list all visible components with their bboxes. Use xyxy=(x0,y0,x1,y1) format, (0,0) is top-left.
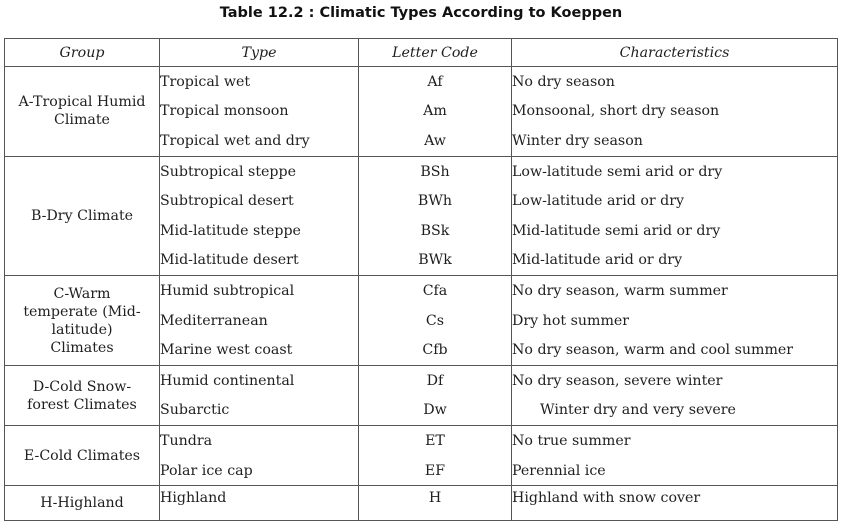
group-cell: B-Dry Climate xyxy=(5,156,160,275)
table-title: Table 12.2 : Climatic Types According to Koeppen xyxy=(219,5,623,21)
type-cell: Polar ice cap xyxy=(160,456,359,486)
type-cell: Mid-latitude desert xyxy=(160,246,359,276)
group-cell: H-Highland xyxy=(5,486,160,521)
characteristics-cell: No dry season, warm summer xyxy=(512,276,838,306)
type-cell: Highland xyxy=(160,486,359,521)
characteristics-cell: No dry season, warm and cool summer xyxy=(512,335,838,365)
group-cell: D-Cold Snow-forest Climates xyxy=(5,365,160,425)
type-cell: Tropical wet xyxy=(160,67,359,97)
characteristics-cell: Mid-latitude semi arid or dry xyxy=(512,216,838,246)
code-cell: BWk xyxy=(359,246,512,276)
type-cell: Humid continental xyxy=(160,365,359,395)
type-cell: Tropical monsoon xyxy=(160,97,359,127)
header-characteristics: Characteristics xyxy=(512,39,838,67)
code-cell: Dw xyxy=(359,396,512,426)
code-cell: Af xyxy=(359,67,512,97)
table-row xyxy=(5,365,838,395)
header-letter-code: Letter Code xyxy=(359,39,512,67)
climate-table xyxy=(4,38,838,521)
code-cell: BWh xyxy=(359,186,512,216)
code-cell: EF xyxy=(359,456,512,486)
code-cell: Df xyxy=(359,365,512,395)
characteristics-cell: Dry hot summer xyxy=(512,306,838,336)
code-cell: BSk xyxy=(359,216,512,246)
table-row xyxy=(5,156,838,186)
table-row xyxy=(5,486,838,521)
group-cell: C-Warm temperate (Mid-latitude) Climates xyxy=(5,276,160,366)
characteristics-cell: Mid-latitude arid or dry xyxy=(512,246,838,276)
header-row xyxy=(5,39,838,67)
type-cell: Tundra xyxy=(160,426,359,456)
characteristics-cell: Winter dry and very severe xyxy=(512,396,838,426)
characteristics-cell: No true summer xyxy=(512,426,838,456)
code-cell: Aw xyxy=(359,126,512,156)
header-group: Group xyxy=(5,39,160,67)
group-cell: E-Cold Climates xyxy=(5,426,160,486)
table-row xyxy=(5,276,838,306)
type-cell: Mid-latitude steppe xyxy=(160,216,359,246)
characteristics-cell: Highland with snow cover xyxy=(512,486,838,521)
table-row xyxy=(5,67,838,97)
code-cell: BSh xyxy=(359,156,512,186)
code-cell: Cfb xyxy=(359,335,512,365)
type-cell: Mediterranean xyxy=(160,306,359,336)
characteristics-cell: Perennial ice xyxy=(512,456,838,486)
characteristics-cell: Low-latitude arid or dry xyxy=(512,186,838,216)
type-cell: Subarctic xyxy=(160,396,359,426)
code-cell: H xyxy=(359,486,512,521)
characteristics-cell: Monsoonal, short dry season xyxy=(512,97,838,127)
characteristics-cell: No dry season xyxy=(512,67,838,97)
group-cell: A-Tropical Humid Climate xyxy=(5,67,160,157)
type-cell: Subtropical steppe xyxy=(160,156,359,186)
code-cell: Cfa xyxy=(359,276,512,306)
code-cell: ET xyxy=(359,426,512,456)
code-cell: Cs xyxy=(359,306,512,336)
header-type: Type xyxy=(160,39,359,67)
type-cell: Tropical wet and dry xyxy=(160,126,359,156)
type-cell: Subtropical desert xyxy=(160,186,359,216)
code-cell: Am xyxy=(359,97,512,127)
type-cell: Marine west coast xyxy=(160,335,359,365)
characteristics-cell: Winter dry season xyxy=(512,126,838,156)
characteristics-cell: Low-latitude semi arid or dry xyxy=(512,156,838,186)
characteristics-cell: No dry season, severe winter xyxy=(512,365,838,395)
type-cell: Humid subtropical xyxy=(160,276,359,306)
table-row xyxy=(5,426,838,456)
